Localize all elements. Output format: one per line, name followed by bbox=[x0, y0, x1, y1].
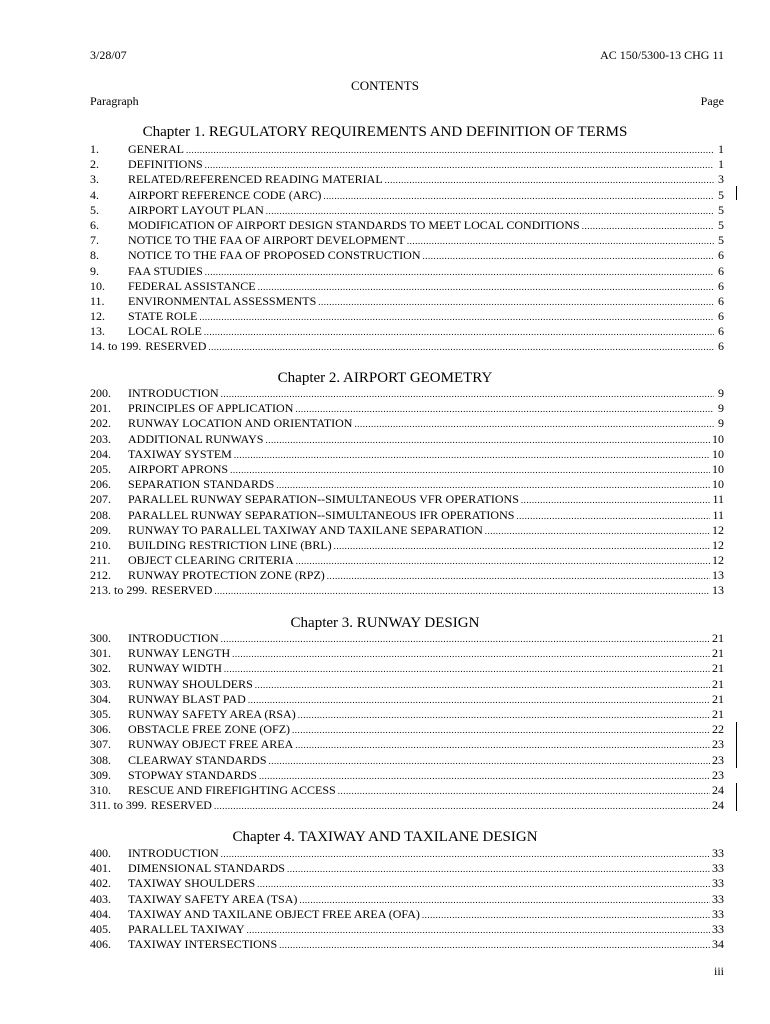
toc-entry-number: 402. bbox=[90, 876, 111, 891]
dot-leader bbox=[299, 893, 710, 908]
toc-entry-number: 403. bbox=[90, 891, 111, 906]
toc-entry-number: 2. bbox=[90, 157, 99, 172]
dot-leader bbox=[255, 678, 710, 693]
dot-leader bbox=[338, 784, 710, 799]
toc-entry-page: 6 bbox=[718, 248, 724, 263]
toc-entry-number: 202. bbox=[90, 416, 111, 431]
toc-entry[interactable] bbox=[90, 309, 724, 324]
chapter-1-toc bbox=[90, 142, 724, 355]
toc-entry[interactable] bbox=[90, 677, 724, 692]
toc-entry-number: 204. bbox=[90, 446, 111, 461]
toc-entry[interactable] bbox=[90, 907, 724, 922]
toc-entry-title: TAXIWAY SHOULDERS bbox=[128, 876, 256, 891]
dot-leader bbox=[516, 509, 710, 524]
toc-entry[interactable] bbox=[90, 142, 724, 157]
dot-leader bbox=[204, 325, 714, 340]
toc-entry[interactable] bbox=[90, 386, 724, 401]
toc-entry-number: 405. bbox=[90, 921, 111, 936]
toc-entry-page: 6 bbox=[718, 278, 724, 293]
dot-leader bbox=[257, 877, 710, 892]
toc-entry-title: PARALLEL TAXIWAY bbox=[128, 921, 245, 936]
dot-leader bbox=[279, 938, 710, 953]
toc-entry-number: 211. bbox=[90, 553, 111, 568]
chapter-1-heading: Chapter 1. REGULATORY REQUIREMENTS AND DEFINITION OF TERMS bbox=[142, 124, 628, 140]
toc-entry-page: 13 bbox=[712, 568, 724, 583]
toc-entry[interactable] bbox=[90, 218, 724, 233]
toc-entry[interactable] bbox=[90, 432, 724, 447]
dot-leader bbox=[266, 204, 714, 219]
dot-leader bbox=[422, 249, 714, 264]
toc-entry-title: MODIFICATION OF AIRPORT DESIGN STANDARDS TO MEET LOCAL CONDITIONS bbox=[128, 217, 580, 232]
toc-entry-number: 404. bbox=[90, 906, 111, 921]
toc-entry-number: 4. bbox=[90, 187, 99, 202]
toc-entry-page: 24 bbox=[712, 798, 724, 813]
toc-entry-page: 21 bbox=[712, 661, 724, 676]
dot-leader bbox=[208, 340, 714, 355]
toc-entry-title: RUNWAY PROTECTION ZONE (RPZ) bbox=[128, 568, 325, 583]
toc-entry-page: 10 bbox=[712, 477, 724, 492]
dot-leader bbox=[354, 417, 714, 432]
dot-leader bbox=[521, 493, 711, 508]
change-bar bbox=[736, 783, 737, 811]
dot-leader bbox=[422, 908, 710, 923]
dot-leader bbox=[295, 402, 714, 417]
dot-leader bbox=[234, 448, 710, 463]
toc-entry-page: 1 bbox=[718, 157, 724, 172]
toc-entry-number: 11. bbox=[90, 293, 105, 308]
dot-leader bbox=[258, 280, 714, 295]
toc-entry-title: STATE ROLE bbox=[128, 309, 198, 324]
toc-entry-page: 21 bbox=[712, 676, 724, 691]
toc-entry-page: 34 bbox=[712, 937, 724, 952]
header-document-id: AC 150/5300-13 CHG 11 bbox=[600, 48, 724, 62]
toc-entry[interactable] bbox=[90, 892, 724, 907]
toc-entry-title: TAXIWAY AND TAXILANE OBJECT FREE AREA (OFA) bbox=[128, 906, 420, 921]
toc-entry[interactable] bbox=[90, 447, 724, 462]
toc-entry-number: 401. bbox=[90, 861, 111, 876]
toc-entry-page: 21 bbox=[712, 646, 724, 661]
toc-entry-page: 23 bbox=[712, 737, 724, 752]
toc-entry-page: 33 bbox=[712, 861, 724, 876]
dot-leader bbox=[582, 219, 714, 234]
toc-entry-number: 311. to 399. bbox=[90, 798, 147, 813]
chapter-2-heading: Chapter 2. AIRPORT GEOMETRY bbox=[277, 370, 493, 386]
toc-entry-number: 406. bbox=[90, 937, 111, 952]
toc-entry-title: ADDITIONAL RUNWAYS bbox=[128, 431, 264, 446]
toc-entry-title: RUNWAY SAFETY AREA (RSA) bbox=[128, 706, 296, 721]
toc-entry-number: 209. bbox=[90, 522, 111, 537]
change-bar bbox=[736, 186, 737, 200]
toc-entry[interactable] bbox=[90, 172, 724, 187]
toc-entry[interactable] bbox=[90, 233, 724, 248]
toc-entry-title: AIRPORT LAYOUT PLAN bbox=[128, 202, 264, 217]
dot-leader bbox=[214, 799, 710, 814]
toc-entry-page: 21 bbox=[712, 691, 724, 706]
toc-entry-page: 12 bbox=[712, 553, 724, 568]
dot-leader bbox=[327, 569, 710, 584]
toc-entry-page: 9 bbox=[718, 386, 724, 400]
toc-entry[interactable] bbox=[90, 646, 724, 661]
toc-entry-page: 33 bbox=[712, 891, 724, 906]
toc-entry-title: RUNWAY LOCATION AND ORIENTATION bbox=[128, 416, 353, 431]
toc-entry-number: 302. bbox=[90, 661, 111, 676]
toc-entry-title: TAXIWAY SAFETY AREA (TSA) bbox=[128, 891, 298, 906]
dot-leader bbox=[205, 265, 714, 280]
toc-entry-page: 11 bbox=[712, 492, 724, 507]
toc-entry[interactable] bbox=[90, 753, 724, 768]
toc-entry-number: 207. bbox=[90, 492, 111, 507]
toc-entry[interactable] bbox=[90, 538, 724, 553]
toc-entry[interactable] bbox=[90, 157, 724, 172]
toc-entry-page: 24 bbox=[712, 782, 724, 797]
chapter-4-heading: Chapter 4. TAXIWAY AND TAXILANE DESIGN bbox=[232, 829, 538, 845]
toc-entry-title: GENERAL bbox=[128, 142, 184, 156]
dot-leader bbox=[334, 539, 710, 554]
toc-entry-page: 10 bbox=[712, 461, 724, 476]
dot-leader bbox=[276, 478, 710, 493]
toc-entry-title: RUNWAY SHOULDERS bbox=[128, 676, 253, 691]
dot-leader bbox=[265, 433, 710, 448]
chapter-2-toc bbox=[90, 386, 724, 599]
dot-leader bbox=[205, 158, 714, 173]
toc-entry-page: 23 bbox=[712, 752, 724, 767]
toc-entry[interactable] bbox=[90, 279, 724, 294]
toc-entry-title: TAXIWAY INTERSECTIONS bbox=[128, 937, 278, 952]
toc-entry-title: DEFINITIONS bbox=[128, 157, 203, 172]
dot-leader bbox=[221, 387, 714, 402]
toc-entry-title: LOCAL ROLE bbox=[128, 324, 202, 339]
toc-entry[interactable] bbox=[90, 523, 724, 538]
toc-entry-number: 307. bbox=[90, 737, 111, 752]
toc-entry[interactable] bbox=[90, 846, 724, 861]
toc-entry-title: OBJECT CLEARING CRITERIA bbox=[128, 553, 294, 568]
toc-entry[interactable] bbox=[90, 707, 724, 722]
dot-leader bbox=[296, 554, 710, 569]
toc-entry-title: PARALLEL RUNWAY SEPARATION--SIMULTANEOUS VFR OPERATIONS bbox=[128, 492, 519, 507]
toc-entry[interactable] bbox=[90, 477, 724, 492]
toc-reserved-entry[interactable] bbox=[90, 798, 724, 813]
chapter-3-toc bbox=[90, 631, 724, 813]
toc-entry-number: 10. bbox=[90, 278, 105, 293]
toc-entry[interactable] bbox=[90, 294, 724, 309]
toc-entry-page: 21 bbox=[712, 631, 724, 645]
toc-entry-page: 5 bbox=[718, 202, 724, 217]
toc-entry-number: 400. bbox=[90, 846, 111, 860]
toc-entry-title: CLEARWAY STANDARDS bbox=[128, 752, 267, 767]
toc-entry-page: 1 bbox=[718, 142, 724, 156]
toc-entry[interactable] bbox=[90, 783, 724, 798]
toc-entry-number: 9. bbox=[90, 263, 99, 278]
dot-leader bbox=[259, 769, 710, 784]
toc-entry-title: NOTICE TO THE FAA OF PROPOSED CONSTRUCTION bbox=[128, 248, 421, 263]
toc-entry-title: RESERVED bbox=[151, 583, 213, 598]
toc-entry[interactable] bbox=[90, 492, 724, 507]
toc-entry-page: 10 bbox=[712, 431, 724, 446]
toc-entry-title: RESCUE AND FIREFIGHTING ACCESS bbox=[128, 782, 336, 797]
toc-entry-title: RUNWAY WIDTH bbox=[128, 661, 222, 676]
toc-entry[interactable] bbox=[90, 661, 724, 676]
toc-entry[interactable] bbox=[90, 568, 724, 583]
chapter-3-heading: Chapter 3. RUNWAY DESIGN bbox=[290, 615, 480, 631]
toc-entry-title: INTRODUCTION bbox=[128, 846, 219, 860]
change-bar bbox=[736, 722, 737, 768]
toc-entry-page: 9 bbox=[718, 416, 724, 431]
toc-entry-title: SEPARATION STANDARDS bbox=[128, 477, 275, 492]
toc-entry-number: 306. bbox=[90, 722, 111, 737]
header-date: 3/28/07 bbox=[90, 48, 127, 62]
toc-entry-page: 23 bbox=[712, 767, 724, 782]
toc-entry-page: 6 bbox=[718, 324, 724, 339]
toc-entry-number: 3. bbox=[90, 172, 99, 187]
toc-entry[interactable] bbox=[90, 737, 724, 752]
dot-leader bbox=[199, 310, 714, 325]
toc-entry-number: 308. bbox=[90, 752, 111, 767]
toc-entry-title: FEDERAL ASSISTANCE bbox=[128, 278, 256, 293]
toc-entry-title: ENVIRONMENTAL ASSESSMENTS bbox=[128, 293, 317, 308]
dot-leader bbox=[232, 647, 710, 662]
toc-entry-number: 13. bbox=[90, 324, 105, 339]
toc-entry-number: 8. bbox=[90, 248, 99, 263]
toc-entry[interactable] bbox=[90, 416, 724, 431]
toc-entry-page: 6 bbox=[718, 309, 724, 324]
toc-entry[interactable] bbox=[90, 922, 724, 937]
toc-entry-number: 208. bbox=[90, 507, 111, 522]
toc-entry-number: 6. bbox=[90, 217, 99, 232]
dot-leader bbox=[298, 708, 710, 723]
dot-leader bbox=[269, 754, 710, 769]
toc-entry-page: 5 bbox=[718, 217, 724, 232]
dot-leader bbox=[221, 847, 710, 862]
toc-entry-page: 6 bbox=[718, 263, 724, 278]
toc-reserved-entry[interactable] bbox=[90, 583, 724, 598]
dot-leader bbox=[485, 524, 710, 539]
page-number: iii bbox=[713, 964, 724, 978]
contents-title: CONTENTS bbox=[351, 78, 419, 93]
toc-entry[interactable] bbox=[90, 462, 724, 477]
toc-entry-title: RESERVED bbox=[150, 798, 212, 813]
toc-entry-page: 11 bbox=[712, 507, 724, 522]
toc-entry-page: 33 bbox=[712, 906, 724, 921]
toc-reserved-entry[interactable] bbox=[90, 339, 724, 354]
toc-entry-page: 6 bbox=[718, 339, 724, 354]
toc-entry-page: 12 bbox=[712, 522, 724, 537]
toc-entry-number: 212. bbox=[90, 568, 111, 583]
toc-entry-page: 12 bbox=[712, 537, 724, 552]
toc-entry[interactable] bbox=[90, 203, 724, 218]
toc-entry-page: 5 bbox=[718, 187, 724, 202]
paragraph-column-label: Paragraph bbox=[90, 94, 139, 108]
toc-entry[interactable] bbox=[90, 631, 724, 646]
toc-entry-number: 203. bbox=[90, 431, 111, 446]
toc-entry-title: RELATED/REFERENCED READING MATERIAL bbox=[128, 172, 383, 187]
toc-entry-title: RUNWAY TO PARALLEL TAXIWAY AND TAXILANE SEPARATION bbox=[128, 522, 483, 537]
toc-entry-page: 33 bbox=[712, 846, 724, 860]
toc-entry-title: RUNWAY BLAST PAD bbox=[128, 691, 246, 706]
dot-leader bbox=[318, 295, 714, 310]
toc-entry[interactable] bbox=[90, 248, 724, 263]
dot-leader bbox=[407, 234, 714, 249]
toc-entry-page: 10 bbox=[712, 446, 724, 461]
dot-leader bbox=[323, 189, 714, 204]
toc-entry-title: OBSTACLE FREE ZONE (OFZ) bbox=[128, 722, 291, 737]
toc-entry-number: 303. bbox=[90, 676, 111, 691]
toc-entry-title: TAXIWAY SYSTEM bbox=[128, 446, 232, 461]
toc-entry[interactable] bbox=[90, 768, 724, 783]
toc-entry-number: 206. bbox=[90, 477, 111, 492]
toc-entry[interactable] bbox=[90, 401, 724, 416]
toc-entry-title: INTRODUCTION bbox=[128, 631, 219, 645]
dot-leader bbox=[247, 923, 711, 938]
dot-leader bbox=[221, 632, 710, 647]
toc-entry[interactable] bbox=[90, 324, 724, 339]
toc-entry-page: 6 bbox=[718, 293, 724, 308]
toc-entry[interactable] bbox=[90, 692, 724, 707]
dot-leader bbox=[230, 463, 710, 478]
toc-entry[interactable] bbox=[90, 508, 724, 523]
toc-entry-number: 210. bbox=[90, 537, 111, 552]
toc-entry-title: RUNWAY OBJECT FREE AREA bbox=[128, 737, 294, 752]
dot-leader bbox=[186, 143, 714, 158]
toc-entry-title: STOPWAY STANDARDS bbox=[128, 767, 257, 782]
toc-entry-number: 310. bbox=[90, 782, 111, 797]
toc-entry-title: AIRPORT APRONS bbox=[128, 461, 229, 476]
dot-leader bbox=[214, 584, 710, 599]
toc-entry-page: 21 bbox=[712, 706, 724, 721]
toc-entry-page: 33 bbox=[712, 921, 724, 936]
toc-entry-number: 300. bbox=[90, 631, 111, 645]
toc-entry-number: 7. bbox=[90, 233, 99, 248]
dot-leader bbox=[287, 862, 710, 877]
dot-leader bbox=[292, 723, 710, 738]
toc-entry-title: FAA STUDIES bbox=[128, 263, 203, 278]
toc-entry[interactable] bbox=[90, 264, 724, 279]
toc-entry-number: 305. bbox=[90, 706, 111, 721]
toc-entry[interactable] bbox=[90, 553, 724, 568]
dot-leader bbox=[295, 738, 710, 753]
toc-entry-number: 309. bbox=[90, 767, 111, 782]
toc-entry-number: 14. to 199. bbox=[90, 339, 142, 354]
chapter-4-toc bbox=[90, 846, 724, 952]
toc-entry-number: 304. bbox=[90, 691, 111, 706]
toc-entry[interactable] bbox=[90, 937, 724, 952]
toc-entry-title: NOTICE TO THE FAA OF AIRPORT DEVELOPMENT bbox=[128, 233, 405, 248]
toc-entry-number: 1. bbox=[90, 142, 99, 156]
toc-entry-number: 301. bbox=[90, 646, 111, 661]
toc-entry-page: 5 bbox=[718, 233, 724, 248]
toc-entry-number: 201. bbox=[90, 401, 111, 416]
toc-entry-title: BUILDING RESTRICTION LINE (BRL) bbox=[128, 537, 332, 552]
toc-entry-title: DIMENSIONAL STANDARDS bbox=[128, 861, 285, 876]
toc-entry-number: 12. bbox=[90, 309, 105, 324]
toc-entry-number: 200. bbox=[90, 386, 111, 400]
toc-entry-title: RESERVED bbox=[145, 339, 207, 354]
toc-entry-number: 5. bbox=[90, 202, 99, 217]
toc-entry-title: PRINCIPLES OF APPLICATION bbox=[128, 401, 294, 416]
toc-entry[interactable] bbox=[90, 861, 724, 876]
toc-entry-title: RUNWAY LENGTH bbox=[128, 646, 231, 661]
page-column-label: Page bbox=[700, 94, 724, 108]
dot-leader bbox=[385, 173, 714, 188]
toc-entry-title: INTRODUCTION bbox=[128, 386, 219, 400]
toc-entry-page: 13 bbox=[712, 583, 724, 598]
toc-entry-page: 33 bbox=[712, 876, 724, 891]
toc-entry-page: 3 bbox=[718, 172, 724, 187]
toc-entry[interactable] bbox=[90, 876, 724, 891]
toc-entry-page: 9 bbox=[718, 401, 724, 416]
toc-entry-number: 213. to 299. bbox=[90, 583, 148, 598]
dot-leader bbox=[248, 693, 710, 708]
toc-entry[interactable] bbox=[90, 188, 724, 203]
toc-entry-title: AIRPORT REFERENCE CODE (ARC) bbox=[128, 187, 322, 202]
toc-entry-page: 22 bbox=[712, 722, 724, 737]
toc-entry[interactable] bbox=[90, 722, 724, 737]
dot-leader bbox=[224, 662, 710, 677]
toc-entry-title: PARALLEL RUNWAY SEPARATION--SIMULTANEOUS IFR OPERATIONS bbox=[128, 507, 515, 522]
toc-entry-number: 205. bbox=[90, 461, 111, 476]
